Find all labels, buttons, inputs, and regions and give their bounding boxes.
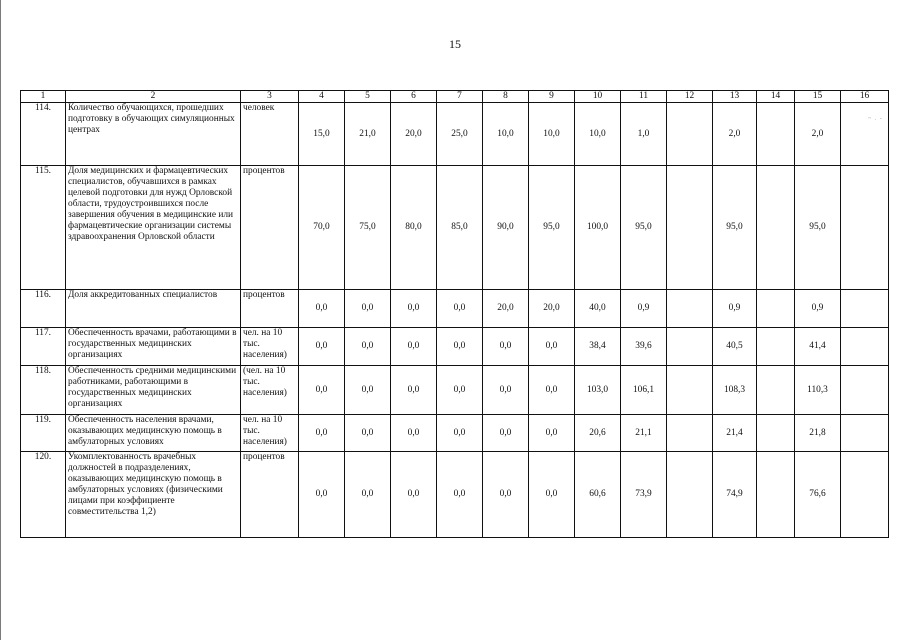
value-cell — [757, 166, 795, 290]
indicator-name: Укомплектованность врачебных должностей в подразделениях, оказывающих медицинскую помощь в амбулаторных условиях (физическими лицами при коэффициенте совместительства 1,2) — [66, 452, 241, 538]
value-cell: 40,5 — [713, 328, 757, 366]
value-cell: 0,0 — [345, 366, 391, 415]
row-number: 117. — [21, 328, 66, 366]
value-cell: 0,0 — [299, 452, 345, 538]
value-cell: 0,0 — [483, 366, 529, 415]
indicator-name: Обеспеченность средними медицинскими работниками, работающими в государственных медицинских организациях — [66, 366, 241, 415]
table-row — [21, 103, 889, 166]
value-cell: 15,0 — [299, 103, 345, 166]
column-header: 15 — [795, 91, 841, 103]
column-header: 13 — [713, 91, 757, 103]
column-header: 3 — [241, 91, 299, 103]
value-cell: 0,0 — [345, 290, 391, 328]
column-header: 5 — [345, 91, 391, 103]
table-row — [21, 328, 889, 366]
value-cell: 108,3 — [713, 366, 757, 415]
value-cell — [757, 452, 795, 538]
value-cell: 70,0 — [299, 166, 345, 290]
unit-of-measure: процентов — [241, 452, 299, 538]
value-cell: 20,0 — [391, 103, 437, 166]
column-header: 9 — [529, 91, 575, 103]
value-cell — [841, 415, 889, 452]
value-cell: 0,9 — [621, 290, 667, 328]
value-cell: 103,0 — [575, 366, 621, 415]
value-cell: 80,0 — [391, 166, 437, 290]
value-cell — [667, 290, 713, 328]
value-cell: 0,0 — [529, 328, 575, 366]
value-cell — [667, 452, 713, 538]
value-cell: 0,0 — [391, 415, 437, 452]
value-cell: 110,3 — [795, 366, 841, 415]
value-cell: 25,0 — [437, 103, 483, 166]
value-cell — [757, 290, 795, 328]
indicator-name: Доля аккредитованных специалистов — [66, 290, 241, 328]
value-cell: 100,0 — [575, 166, 621, 290]
unit-of-measure: (чел. на 10 тыс. населения) — [241, 366, 299, 415]
value-cell: 95,0 — [621, 166, 667, 290]
value-cell — [841, 328, 889, 366]
value-cell: 10,0 — [575, 103, 621, 166]
value-cell: 0,0 — [437, 415, 483, 452]
value-cell: 0,0 — [529, 452, 575, 538]
column-header: 4 — [299, 91, 345, 103]
value-cell: 0,0 — [437, 290, 483, 328]
column-header: 16 — [841, 91, 889, 103]
value-cell: 40,0 — [575, 290, 621, 328]
value-cell: 21,1 — [621, 415, 667, 452]
column-header: 2 — [66, 91, 241, 103]
value-cell: 0,0 — [299, 366, 345, 415]
value-cell: 39,6 — [621, 328, 667, 366]
value-cell — [667, 328, 713, 366]
value-cell: 20,0 — [529, 290, 575, 328]
column-header: 7 — [437, 91, 483, 103]
value-cell: 21,8 — [795, 415, 841, 452]
value-cell: 0,0 — [529, 366, 575, 415]
value-cell — [841, 452, 889, 538]
column-number-row — [21, 91, 889, 103]
value-cell: 0,0 — [483, 452, 529, 538]
value-cell: 0,0 — [391, 366, 437, 415]
value-cell: 76,6 — [795, 452, 841, 538]
value-cell: 0,0 — [483, 415, 529, 452]
table-row — [21, 415, 889, 452]
value-cell: 0,0 — [437, 452, 483, 538]
left-scan-edge — [0, 0, 1, 640]
value-cell: 20,0 — [483, 290, 529, 328]
column-header: 8 — [483, 91, 529, 103]
column-header: 6 — [391, 91, 437, 103]
value-cell: 0,0 — [391, 290, 437, 328]
row-number: 114. — [21, 103, 66, 166]
column-header: 11 — [621, 91, 667, 103]
value-cell: 0,0 — [299, 415, 345, 452]
value-cell: 90,0 — [483, 166, 529, 290]
table-row — [21, 366, 889, 415]
indicator-name: Обеспеченность населения врачами, оказывающих медицинскую помощь в амбулаторных условиях — [66, 415, 241, 452]
column-header: 10 — [575, 91, 621, 103]
unit-of-measure: чел. на 10 тыс. населения) — [241, 328, 299, 366]
row-number: 116. — [21, 290, 66, 328]
value-cell: 38,4 — [575, 328, 621, 366]
value-cell — [757, 103, 795, 166]
value-cell: 95,0 — [713, 166, 757, 290]
column-header: 1 — [21, 91, 66, 103]
value-cell: 85,0 — [437, 166, 483, 290]
column-header: 12 — [667, 91, 713, 103]
unit-of-measure: процентов — [241, 290, 299, 328]
value-cell: 0,0 — [299, 290, 345, 328]
value-cell — [757, 366, 795, 415]
column-header: 14 — [757, 91, 795, 103]
row-number: 115. — [21, 166, 66, 290]
value-cell — [841, 166, 889, 290]
value-cell: 0,0 — [483, 328, 529, 366]
value-cell: 0,0 — [345, 452, 391, 538]
row-number: 119. — [21, 415, 66, 452]
value-cell: 0,0 — [529, 415, 575, 452]
stray-scan-mark: ~ . - — [868, 116, 883, 122]
value-cell — [757, 328, 795, 366]
value-cell: 0,9 — [713, 290, 757, 328]
indicator-name: Доля медицинских и фармацевтических специалистов, обучавшихся в рамках целевой подготовки для нужд Орловской области, трудоустроившихся после завершения обучения в медицинские или фармацевтические организации системы здравоохранения Орловской области — [66, 166, 241, 290]
value-cell — [757, 415, 795, 452]
value-cell: 1,0 — [621, 103, 667, 166]
indicator-name: Количество обучающихся, прошедших подготовку в обучающих симуляционных центрах — [66, 103, 241, 166]
value-cell: 95,0 — [795, 166, 841, 290]
value-cell — [667, 366, 713, 415]
value-cell: 21,4 — [713, 415, 757, 452]
value-cell: 41,4 — [795, 328, 841, 366]
value-cell: 0,9 — [795, 290, 841, 328]
value-cell: 0,0 — [299, 328, 345, 366]
value-cell — [841, 366, 889, 415]
row-number: 120. — [21, 452, 66, 538]
value-cell: 74,9 — [713, 452, 757, 538]
unit-of-measure: чел. на 10 тыс. населения) — [241, 415, 299, 452]
value-cell — [841, 290, 889, 328]
page-number: 15 — [449, 37, 461, 51]
value-cell: 10,0 — [529, 103, 575, 166]
value-cell: 10,0 — [483, 103, 529, 166]
indicator-name: Обеспеченность врачами, работающими в государственных медицинских организациях — [66, 328, 241, 366]
table-row — [21, 166, 889, 290]
table-row — [21, 290, 889, 328]
value-cell — [667, 415, 713, 452]
value-cell: 0,0 — [345, 328, 391, 366]
value-cell — [667, 166, 713, 290]
table-row — [21, 452, 889, 538]
value-cell: 0,0 — [437, 328, 483, 366]
value-cell: 21,0 — [345, 103, 391, 166]
value-cell: 0,0 — [345, 415, 391, 452]
value-cell: 106,1 — [621, 366, 667, 415]
row-number: 118. — [21, 366, 66, 415]
value-cell: 75,0 — [345, 166, 391, 290]
indicators-table — [20, 90, 889, 538]
value-cell: 0,0 — [437, 366, 483, 415]
unit-of-measure: человек — [241, 103, 299, 166]
value-cell: 2,0 — [713, 103, 757, 166]
value-cell: 0,0 — [391, 452, 437, 538]
value-cell: 60,6 — [575, 452, 621, 538]
unit-of-measure: процентов — [241, 166, 299, 290]
value-cell — [841, 103, 889, 166]
value-cell — [667, 103, 713, 166]
value-cell: 95,0 — [529, 166, 575, 290]
value-cell: 73,9 — [621, 452, 667, 538]
value-cell: 2,0 — [795, 103, 841, 166]
value-cell: 0,0 — [391, 328, 437, 366]
value-cell: 20,6 — [575, 415, 621, 452]
